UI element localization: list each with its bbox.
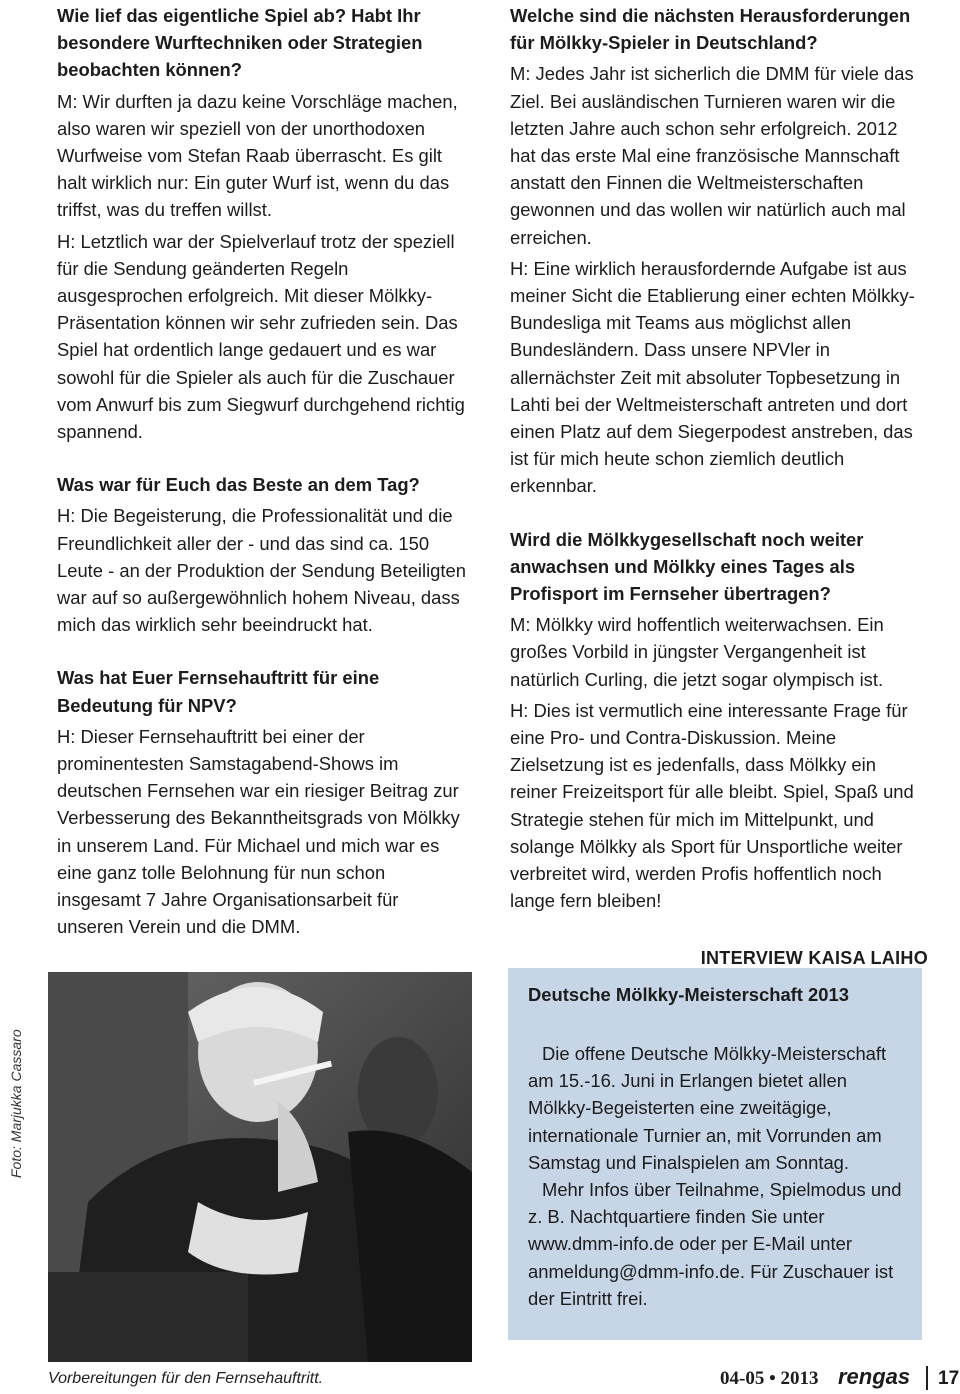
magazine-logo: rengas (838, 1364, 911, 1389)
answer-paragraph: M: Mölkky wird hoffentlich weiterwachsen. Ein großes Vorbild in jüngster Vergangenheit ist natürlich Curling, die jetzt sogar olympisch ist. (510, 614, 884, 690)
info-box-text (528, 1040, 912, 1312)
footer-divider (926, 1366, 928, 1390)
photo-credit-text: Foto: Marjukka Cassaro (8, 1029, 24, 1178)
answer-paragraph: M: Wir durften ja dazu keine Vorschläge machen, also waren wir speziell von der unorthodoxen Wurfweise vom Stefan Raab überrascht. Es gilt halt wirklich nur: Ein guter Wurf ist, wenn du das triffst, was du treffen willst. (57, 90, 458, 221)
right-column (510, 2, 928, 976)
info-box-paragraph: Die offene Deutsche Mölkky-Meisterschaft am 15.-16. Juni in Erlangen bietet allen Mölkky-Begeisterten eine zweitägige, internationale Turnier an, mit Vorrunden am Samstag und Finalspielen am Sonntag. (528, 1043, 887, 1173)
answer-paragraph: H: Eine wirklich herausfordernde Aufgabe ist aus meiner Sicht die Etablierung einer echten Mölkky-Bundesliga mit Teams aus möglichst allen Bundesländern. Dass unsere NPVler in allernächster Zeit mit absoluter Topbesetzung in Lahti bei der Weltmeisterschaft antreten und dort einen Platz auf dem Siegerpodest anstreben, das ist für mich heute schon ziemlich deutlich erkennbar. (510, 257, 915, 497)
issue-number: 04-05 • 2013 (720, 1368, 819, 1389)
photo (48, 972, 472, 1362)
left-column (57, 2, 469, 945)
photo-image (48, 972, 472, 1362)
question-heading: Wie lief das eigentliche Spiel ab? Habt Ihr besondere Wurftechniken oder Strategien beobachten können? (57, 5, 423, 81)
answer-paragraph: M: Jedes Jahr ist sicherlich die DMM für viele das Ziel. Bei ausländischen Turnieren waren wir die letzten Jahre auch schon sehr erfolgreich. 2012 hat das erste Mal eine französische Mannschaft anstatt den Finnen die Weltmeisterschaften gewonnen und das wollen wir natürlich auch mal erreichen. (510, 63, 914, 248)
question-heading: Wird die Mölkkygesellschaft noch weiter anwachsen und Mölkky eines Tages als Profisport im Fernseher übertragen? (510, 528, 864, 605)
photo-credit (8, 1029, 30, 1178)
page-number: 17 (938, 1368, 960, 1389)
answer-paragraph: H: Dieser Fernsehauftritt bei einer der prominentesten Samstagabend-Shows im deutschen Fernsehen war ein riesiger Beitrag zur Verbesserung des Bekanntheitsgrads von Mölkky in unserem Land. Für Michael und mich war es eine ganz tolle Belohnung für nun schon insgesamt 7 Jahre Organisationsarbeit für unseren Verein und die DMM. (57, 725, 460, 938)
page-footer (720, 1362, 960, 1394)
interview-signature: INTERVIEW KAISA LAIHO (700, 947, 928, 968)
info-box-paragraph: Mehr Infos über Teilnahme, Spielmodus und z. B. Nachtquartiere finden Sie unter www.dmm-info.de oder per E-Mail unter anmeldung@dmm-info.de. Für Zuschauer ist der Eintritt frei. (528, 1179, 902, 1309)
info-box (508, 968, 922, 1340)
question-heading: Was hat Euer Fernsehauftritt für eine Bedeutung für NPV? (57, 667, 380, 716)
info-box-title: Deutsche Mölkky-Meisterschaft 2013 (528, 984, 849, 1005)
answer-paragraph: H: Dies ist vermutlich eine interessante Frage für eine Pro- und Contra-Diskussion. Meine Zielsetzung ist es jedenfalls, dass Mölkky ein reiner Freizeitsport für alle bleibt. Spiel, Spaß und Strategie stehen für mich im Mittelpunkt, und solange Mölkky als Sport für Unsportliche weiter verbreitet wird, werden Profis hoffentlich noch lange fern bleiben! (510, 699, 914, 912)
answer-paragraph: H: Die Begeisterung, die Professionalität und die Freundlichkeit aller der - und das sind ca. 150 Leute - an der Produktion der Sendung Beteiligten war auf so außergewöhnlich hohem Niveau, dass mich das wirklich sehr beeindruckt hat. (57, 505, 466, 636)
answer-paragraph: H: Letztlich war der Spielverlauf trotz der speziell für die Sendung geänderten Regeln ausgesprochen erfolgreich. Mit dieser Mölkky-Präsentation können wir sehr zufrieden sein. Das Spiel hat ordentlich lange gedauert und es war sowohl für die Spieler als auch für die Zuschauer vom Anwurf bis zum Siegwurf durchgehend richtig spannend. (57, 230, 465, 443)
photo-caption: Vorbereitungen für den Fernsehauftritt. (48, 1370, 324, 1387)
question-heading: Was war für Euch das Beste an dem Tag? (57, 474, 420, 496)
question-heading: Welche sind die nächsten Herausforderungen für Mölkky-Spieler in Deutschland? (510, 5, 911, 54)
